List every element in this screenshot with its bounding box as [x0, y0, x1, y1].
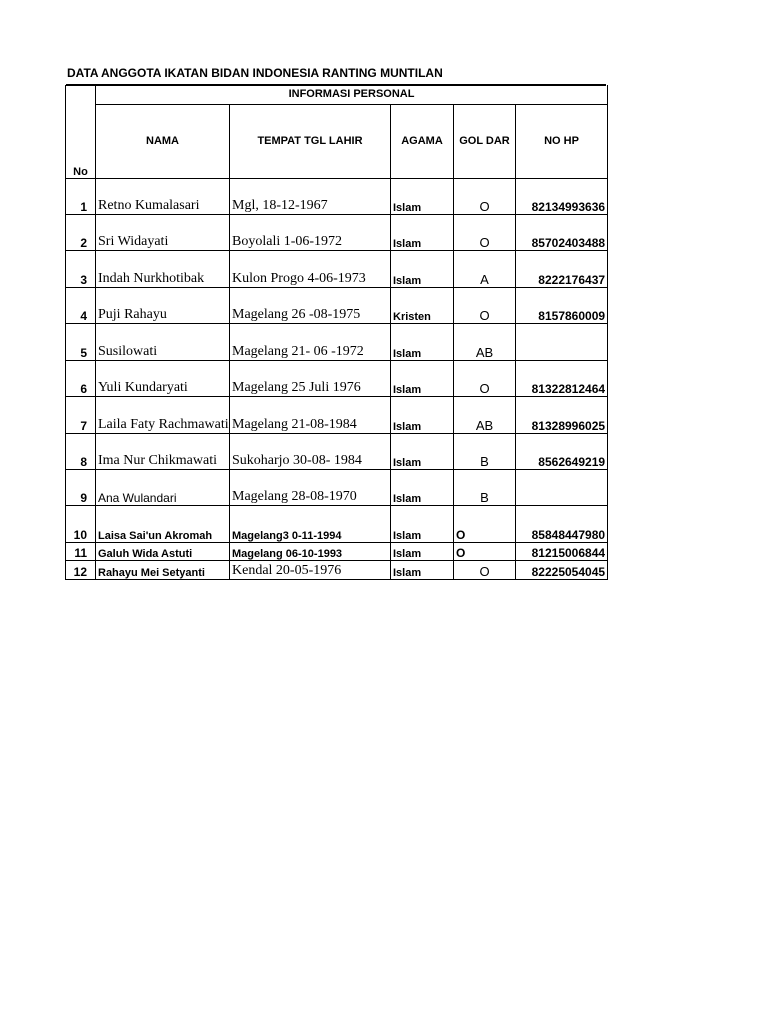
row-no-hp [516, 323, 608, 360]
row-nama: Galuh Wida Astuti [96, 542, 230, 560]
row-no-hp [516, 469, 608, 505]
row-ttl: Magelang 06-10-1993 [230, 542, 391, 560]
row-gol-dar: AB [454, 323, 516, 360]
row-no-hp: 8157860009 [516, 287, 608, 323]
header-no-cell [66, 85, 96, 178]
row-nama: Indah Nurkhotibak [96, 250, 230, 287]
row-nama: Laila Faty Rachmawati [96, 396, 230, 433]
row-ttl: Magelang 25 Juli 1976 [230, 360, 391, 396]
row-agama: Islam [391, 505, 454, 542]
table-row [66, 560, 608, 579]
row-no-hp: 81215006844 [516, 542, 608, 560]
row-nama: Retno Kumalasari [96, 178, 230, 214]
row-gol-dar: A [454, 250, 516, 287]
table-row [66, 323, 608, 360]
row-nama: Laisa Sai'un Akromah [96, 505, 230, 542]
row-nama: Susilowati [96, 323, 230, 360]
row-nama: Ana Wulandari [96, 469, 230, 505]
row-no: 7 [66, 396, 96, 433]
row-no: 1 [66, 178, 96, 214]
table-row [66, 542, 608, 560]
row-gol-dar: O [454, 360, 516, 396]
row-gol-dar: AB [454, 396, 516, 433]
row-agama: Islam [391, 250, 454, 287]
table-row [66, 360, 608, 396]
table-row [66, 250, 608, 287]
row-no: 12 [66, 560, 96, 579]
header-agama: AGAMA [391, 104, 454, 178]
header-nama: NAMA [96, 104, 230, 178]
row-agama: Kristen [391, 287, 454, 323]
row-ttl: Magelang 28-08-1970 [230, 469, 391, 505]
row-no-hp: 85848447980 [516, 505, 608, 542]
row-no: 4 [66, 287, 96, 323]
header-gol-dar: GOL DAR [454, 104, 516, 178]
row-nama: Rahayu Mei Setyanti [96, 560, 230, 579]
row-ttl: Mgl, 18-12-1967 [230, 178, 391, 214]
member-table [65, 85, 608, 580]
row-gol-dar: B [454, 469, 516, 505]
row-agama: Islam [391, 469, 454, 505]
row-agama: Islam [391, 323, 454, 360]
row-gol-dar: O [454, 560, 516, 579]
row-no: 9 [66, 469, 96, 505]
row-agama: Islam [391, 542, 454, 560]
row-no-hp: 8222176437 [516, 250, 608, 287]
row-nama: Yuli Kundaryati [96, 360, 230, 396]
row-no: 8 [66, 433, 96, 469]
table-row [66, 214, 608, 250]
row-no-hp: 82134993636 [516, 178, 608, 214]
row-ttl: Sukoharjo 30-08- 1984 [230, 433, 391, 469]
row-no: 3 [66, 250, 96, 287]
row-ttl: Magelang 26 -08-1975 [230, 287, 391, 323]
row-gol-dar: O [454, 542, 516, 560]
sheet-title: DATA ANGGOTA IKATAN BIDAN INDONESIA RANTING MUNTILAN [67, 66, 443, 80]
row-ttl: Kendal 20-05-1976 [230, 560, 391, 579]
row-no: 6 [66, 360, 96, 396]
row-agama: Islam [391, 560, 454, 579]
row-no: 5 [66, 323, 96, 360]
header-no: No [73, 165, 88, 178]
row-ttl: Magelang 21- 06 -1972 [230, 323, 391, 360]
table-row [66, 396, 608, 433]
row-no-hp: 82225054045 [516, 560, 608, 579]
row-gol-dar: O [454, 505, 516, 542]
row-gol-dar: O [454, 214, 516, 250]
row-no: 11 [66, 542, 96, 560]
table-row [66, 287, 608, 323]
row-ttl: Magelang 21-08-1984 [230, 396, 391, 433]
row-agama: Islam [391, 360, 454, 396]
row-nama: Ima Nur Chikmawati [96, 433, 230, 469]
table-row [66, 178, 608, 214]
row-ttl: Boyolali 1-06-1972 [230, 214, 391, 250]
row-ttl: Magelang3 0-11-1994 [230, 505, 391, 542]
row-gol-dar: O [454, 287, 516, 323]
row-no-hp: 81328996025 [516, 396, 608, 433]
row-agama: Islam [391, 178, 454, 214]
row-no: 2 [66, 214, 96, 250]
header-tempat-tgl-lahir: TEMPAT TGL LAHIR [230, 104, 391, 178]
row-no-hp: 8562649219 [516, 433, 608, 469]
row-gol-dar: B [454, 433, 516, 469]
header-group-informasi-personal: INFORMASI PERSONAL [96, 85, 608, 104]
table-row [66, 505, 608, 542]
row-gol-dar: O [454, 178, 516, 214]
row-no-hp: 81322812464 [516, 360, 608, 396]
table-row [66, 433, 608, 469]
row-no: 10 [66, 505, 96, 542]
row-agama: Islam [391, 214, 454, 250]
row-agama: Islam [391, 433, 454, 469]
header-no-hp: NO HP [516, 104, 608, 178]
table-row [66, 469, 608, 505]
row-no-hp: 85702403488 [516, 214, 608, 250]
row-nama: Sri Widayati [96, 214, 230, 250]
row-nama: Puji Rahayu [96, 287, 230, 323]
row-agama: Islam [391, 396, 454, 433]
row-ttl: Kulon Progo 4-06-1973 [230, 250, 391, 287]
